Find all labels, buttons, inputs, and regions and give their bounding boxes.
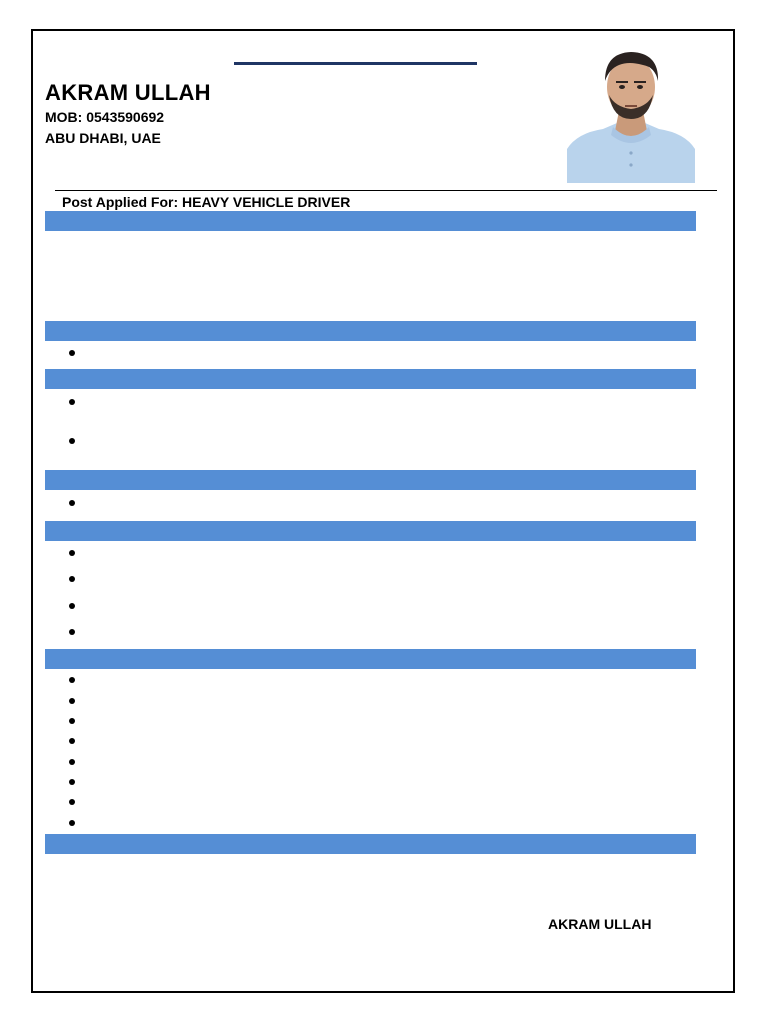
list-bullet xyxy=(69,820,75,826)
list-bullet xyxy=(69,629,75,635)
list-bullet xyxy=(69,698,75,704)
list-bullet xyxy=(69,550,75,556)
list-bullet xyxy=(69,799,75,805)
section-bar-4 xyxy=(45,470,696,490)
list-bullet xyxy=(69,603,75,609)
header-divider xyxy=(55,190,717,191)
list-bullet xyxy=(69,718,75,724)
section-bar-2 xyxy=(45,321,696,341)
section-bar-7 xyxy=(45,834,696,854)
signature-name: AKRAM ULLAH xyxy=(548,916,652,932)
header-accent-rule xyxy=(234,62,477,65)
list-bullet xyxy=(69,438,75,444)
person-portrait-icon xyxy=(567,45,695,183)
location: ABU DHABI, UAE xyxy=(45,130,161,146)
candidate-name: AKRAM ULLAH xyxy=(45,80,211,105)
list-bullet xyxy=(69,779,75,785)
section-bar-5 xyxy=(45,521,696,541)
mobile-number: MOB: 0543590692 xyxy=(45,109,165,125)
section-bar-1 xyxy=(45,211,696,231)
profile-photo xyxy=(567,45,695,183)
list-bullet xyxy=(69,399,75,405)
list-bullet xyxy=(69,738,75,744)
list-bullet xyxy=(69,759,75,765)
post-applied-line: Post Applied For: HEAVY VEHICLE DRIVER xyxy=(62,194,351,210)
list-bullet xyxy=(69,350,75,356)
section-bar-3 xyxy=(45,369,696,389)
list-bullet xyxy=(69,677,75,683)
list-bullet xyxy=(69,500,75,506)
section-bar-6 xyxy=(45,649,696,669)
list-bullet xyxy=(69,576,75,582)
